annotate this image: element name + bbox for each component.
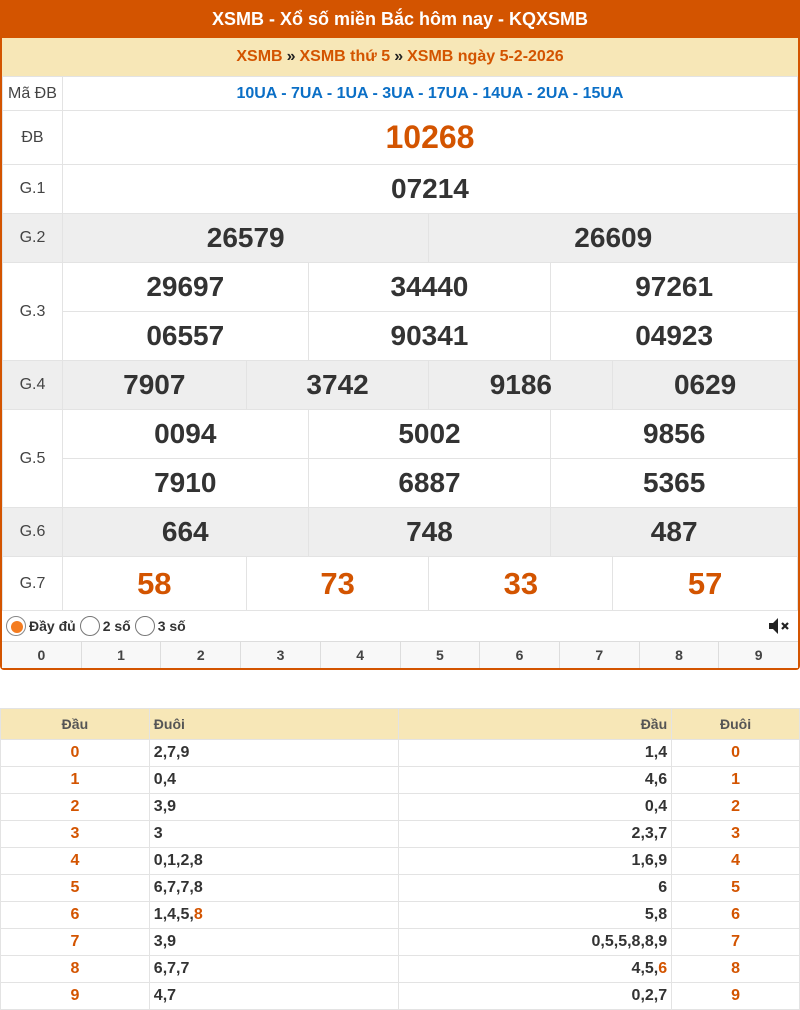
prize-g6: 748: [308, 508, 551, 557]
prize-g3: 97261: [551, 263, 798, 312]
tail-digit: 4: [672, 848, 800, 875]
tail-list: 3,9: [153, 933, 177, 950]
prize-db: 10268: [62, 111, 797, 165]
prize-g3: 34440: [308, 263, 551, 312]
head-values: [399, 983, 672, 1010]
prize-g6: 664: [62, 508, 308, 557]
tail-digit: 0: [672, 740, 800, 767]
tail-values: [149, 929, 399, 956]
head-digit: 0: [1, 740, 150, 767]
header-dau: Đầu: [1, 709, 150, 740]
display-options: [2, 610, 798, 641]
tail-values: [149, 848, 399, 875]
prize-g7: 33: [429, 557, 613, 611]
table-row: [1, 956, 800, 983]
breadcrumb-separator: »: [394, 48, 404, 65]
header-dau-right: Đầu: [399, 709, 672, 740]
loto-rows: [1, 740, 800, 1010]
prize-g7: 73: [246, 557, 429, 611]
prize-g3: 29697: [62, 263, 308, 312]
tail-digit: 9: [672, 983, 800, 1010]
digit-filter[interactable]: 8: [640, 642, 720, 668]
head-list: 1,6,9: [631, 852, 668, 869]
tail-list: 6,7,7: [153, 960, 190, 977]
row-g2: [3, 214, 798, 263]
tail-digit: 6: [672, 902, 800, 929]
tail-values: [149, 956, 399, 983]
tail-values: [149, 983, 399, 1010]
tail-list: 0,1,2,8: [153, 852, 203, 869]
head-digit: 9: [1, 983, 150, 1010]
prize-g6: 487: [551, 508, 798, 557]
prize-g7: 57: [613, 557, 798, 611]
table-row: [1, 794, 800, 821]
table-row: [1, 983, 800, 1010]
prize-g3: 06557: [62, 312, 308, 361]
digit-filter[interactable]: 6: [480, 642, 560, 668]
head-highlight: 6: [658, 960, 668, 977]
results-table: [2, 76, 798, 611]
head-list: 2,3,7: [631, 825, 668, 842]
tail-values: [149, 767, 399, 794]
head-values: [399, 902, 672, 929]
tail-list: 2,7,9: [153, 744, 190, 761]
head-digit: 1: [1, 767, 150, 794]
head-list: 1,4: [644, 744, 668, 761]
tail-list: 6,7,7,8: [153, 879, 203, 896]
tail-digit: 5: [672, 875, 800, 902]
volume-mute-icon[interactable]: [766, 614, 790, 638]
table-row: [1, 929, 800, 956]
head-list: 4,6: [644, 771, 668, 788]
row-g3: [3, 263, 798, 312]
table-row: [1, 740, 800, 767]
option-full[interactable]: [6, 616, 76, 636]
row-g3: [3, 312, 798, 361]
loto-table: [0, 708, 800, 1010]
head-values: [399, 794, 672, 821]
tail-values: [149, 821, 399, 848]
radio-full[interactable]: [6, 616, 26, 636]
row-g5: [3, 410, 798, 459]
g3-label: G.3: [3, 263, 63, 361]
row-g5: [3, 459, 798, 508]
table-row: [1, 902, 800, 929]
ma-db-label: Mã ĐB: [3, 77, 63, 111]
head-digit: 6: [1, 902, 150, 929]
row-ma-db: [3, 77, 798, 111]
breadcrumb: [2, 38, 798, 76]
prize-g5: 5365: [551, 459, 798, 508]
table-row: [1, 848, 800, 875]
prize-g5: 0094: [62, 410, 308, 459]
breadcrumb-xsmb-date[interactable]: XSMB ngày 5-2-2026: [407, 48, 564, 65]
prize-g2: 26579: [62, 214, 429, 263]
digit-filter[interactable]: 5: [401, 642, 481, 668]
tail-values: [149, 794, 399, 821]
tail-values: [149, 740, 399, 767]
row-g6: [3, 508, 798, 557]
prize-g4: 7907: [62, 361, 246, 410]
option-full-label: Đầy đủ: [29, 617, 76, 634]
tail-list: 4,7: [153, 987, 177, 1004]
digit-filter[interactable]: 0: [2, 642, 82, 668]
g2-label: G.2: [3, 214, 63, 263]
option-two-label: 2 số: [102, 617, 131, 634]
radio-two-digits[interactable]: [80, 616, 100, 636]
head-values: [399, 848, 672, 875]
g1-label: G.1: [3, 165, 63, 214]
head-list: 4,5,: [631, 960, 659, 977]
tail-values: [149, 902, 399, 929]
head-list: 5,8: [644, 906, 668, 923]
g7-label: G.7: [3, 557, 63, 611]
loto-header-row: [1, 709, 800, 740]
table-row: [1, 875, 800, 902]
option-three-digits[interactable]: [135, 616, 186, 636]
prize-g5: 7910: [62, 459, 308, 508]
tail-list: 1,4,5,: [153, 906, 194, 923]
table-row: [1, 767, 800, 794]
tail-list: 3,9: [153, 798, 177, 815]
digit-filter-bar: [2, 641, 798, 668]
head-digit: 4: [1, 848, 150, 875]
option-three-label: 3 số: [157, 617, 186, 634]
tail-highlight: 8: [193, 906, 203, 923]
head-list: 0,5,5,8,8,9: [591, 933, 668, 950]
digit-filter[interactable]: 9: [754, 647, 763, 663]
prize-g5: 5002: [308, 410, 551, 459]
row-g7: [3, 557, 798, 611]
prize-g3: 90341: [308, 312, 551, 361]
page-title: XSMB - Xổ số miền Bắc hôm nay - KQXSMB: [211, 8, 589, 29]
prize-g1: 07214: [62, 165, 797, 214]
header-duoi-right: Đuôi: [672, 709, 800, 740]
breadcrumb-separator: »: [286, 48, 296, 65]
row-g1: [3, 165, 798, 214]
head-values: [399, 929, 672, 956]
tail-digit: 7: [672, 929, 800, 956]
digit-filter[interactable]: 2: [161, 642, 241, 668]
prize-g7: 58: [62, 557, 246, 611]
prize-g5: 6887: [308, 459, 551, 508]
head-digit: 5: [1, 875, 150, 902]
prize-g2: 26609: [429, 214, 798, 263]
table-row: [1, 821, 800, 848]
head-digit: 8: [1, 956, 150, 983]
radio-three-digits[interactable]: [135, 616, 155, 636]
head-values: [399, 821, 672, 848]
option-two-digits[interactable]: [80, 616, 131, 636]
g5-label: G.5: [3, 410, 63, 508]
tail-list: 0,4: [153, 771, 177, 788]
head-list: 0,2,7: [631, 987, 668, 1004]
g6-label: G.6: [3, 508, 63, 557]
head-list: 6: [658, 879, 668, 896]
header-duoi: Đuôi: [149, 709, 399, 740]
head-list: 0,4: [644, 798, 668, 815]
tail-digit: 1: [672, 767, 800, 794]
tail-digit: 2: [672, 794, 800, 821]
row-g4: [3, 361, 798, 410]
head-digit: 2: [1, 794, 150, 821]
head-values: [399, 956, 672, 983]
prize-g3: 04923: [551, 312, 798, 361]
head-digit: 3: [1, 821, 150, 848]
head-values: [399, 740, 672, 767]
prize-g5: 9856: [551, 410, 798, 459]
digit-filter[interactable]: 1: [82, 642, 162, 668]
tail-digit: 3: [672, 821, 800, 848]
digit-filter[interactable]: 3: [241, 642, 321, 668]
prize-g4: 0629: [613, 361, 798, 410]
tail-list: 3: [153, 825, 163, 842]
ma-db-codes: 10UA - 7UA - 1UA - 3UA - 17UA - 14UA - 2UA - 15UA: [62, 77, 797, 111]
tail-values: [149, 875, 399, 902]
head-values: [399, 767, 672, 794]
row-db: [3, 111, 798, 165]
digit-filter[interactable]: 4: [321, 642, 401, 668]
breadcrumb-xsmb-thu5[interactable]: XSMB thứ 5: [299, 48, 391, 65]
prize-g4: 9186: [429, 361, 613, 410]
prize-g4: 3742: [246, 361, 429, 410]
db-label: ĐB: [3, 111, 63, 165]
head-digit: 7: [1, 929, 150, 956]
g4-label: G.4: [3, 361, 63, 410]
tail-digit: 8: [672, 956, 800, 983]
head-values: [399, 875, 672, 902]
digit-filter[interactable]: 7: [560, 642, 640, 668]
breadcrumb-xsmb[interactable]: XSMB: [236, 48, 283, 65]
